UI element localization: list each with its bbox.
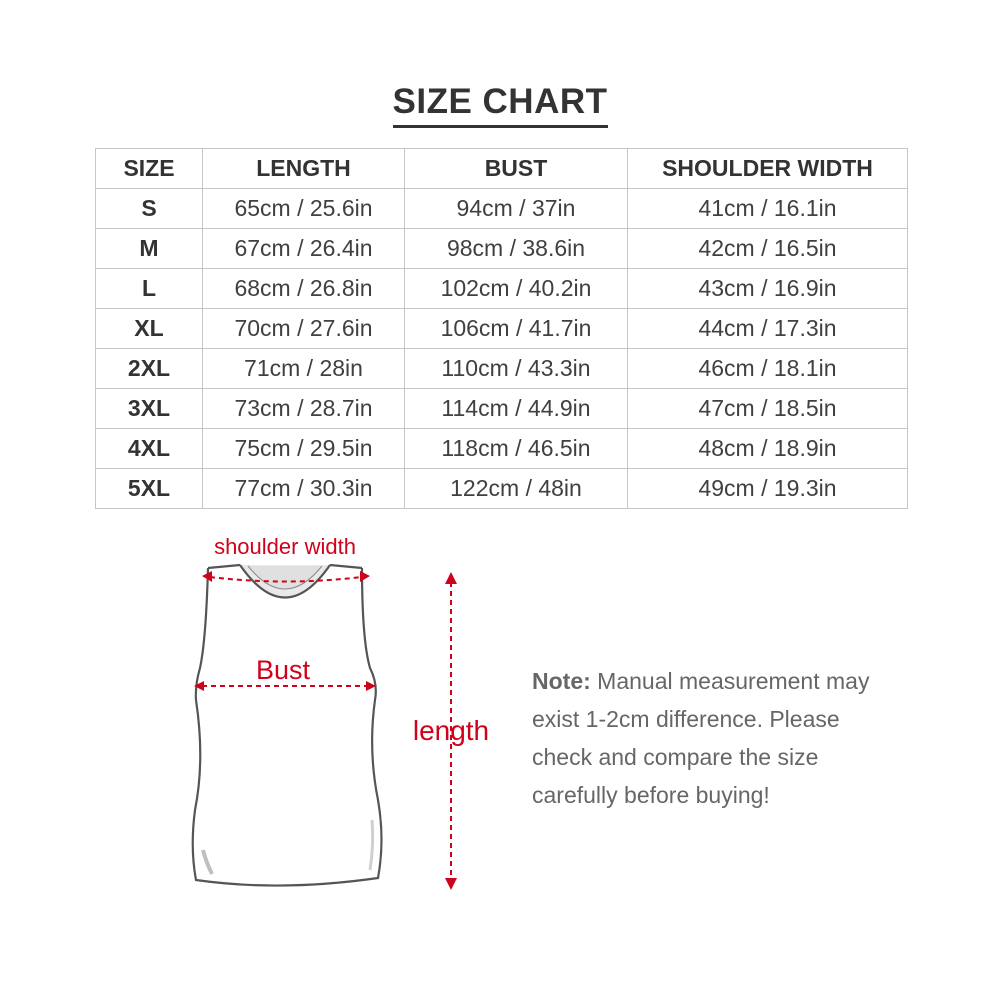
page-title-text: SIZE CHART bbox=[393, 80, 608, 128]
header-bust: BUST bbox=[405, 149, 628, 189]
cell-bust: 114cm / 44.9in bbox=[405, 389, 628, 429]
cell-size: 4XL bbox=[96, 429, 203, 469]
measurement-note bbox=[532, 662, 892, 814]
cell-shoulder-width: 43cm / 16.9in bbox=[628, 269, 908, 309]
cell-length: 67cm / 26.4in bbox=[203, 229, 405, 269]
cell-shoulder-width: 49cm / 19.3in bbox=[628, 469, 908, 509]
length-label: length bbox=[412, 715, 490, 746]
cell-size: 3XL bbox=[96, 389, 203, 429]
cell-size: 2XL bbox=[96, 349, 203, 389]
cell-bust: 102cm / 40.2in bbox=[405, 269, 628, 309]
cell-length: 65cm / 25.6in bbox=[203, 189, 405, 229]
cell-length: 71cm / 28in bbox=[203, 349, 405, 389]
cell-size: 5XL bbox=[96, 469, 203, 509]
cell-bust: 122cm / 48in bbox=[405, 469, 628, 509]
note-text: Manual measurement may exist 1-2cm difference. Please check and compare the size carefully before buying! bbox=[532, 668, 870, 808]
cell-bust: 118cm / 46.5in bbox=[405, 429, 628, 469]
cell-size: M bbox=[96, 229, 203, 269]
cell-length: 75cm / 29.5in bbox=[203, 429, 405, 469]
shoulder-width-label: shoulder width bbox=[214, 534, 356, 559]
cell-size: L bbox=[96, 269, 203, 309]
cell-bust: 98cm / 38.6in bbox=[405, 229, 628, 269]
cell-bust: 106cm / 41.7in bbox=[405, 309, 628, 349]
header-size: SIZE bbox=[96, 149, 203, 189]
bust-label: Bust bbox=[255, 655, 311, 685]
cell-shoulder-width: 48cm / 18.9in bbox=[628, 429, 908, 469]
cell-bust: 110cm / 43.3in bbox=[405, 349, 628, 389]
cell-length: 70cm / 27.6in bbox=[203, 309, 405, 349]
cell-length: 73cm / 28.7in bbox=[203, 389, 405, 429]
note-label: Note: bbox=[532, 668, 591, 694]
cell-shoulder-width: 42cm / 16.5in bbox=[628, 229, 908, 269]
cell-shoulder-width: 44cm / 17.3in bbox=[628, 309, 908, 349]
tank-top-illustration bbox=[193, 565, 382, 886]
cell-size: S bbox=[96, 189, 203, 229]
cell-shoulder-width: 41cm / 16.1in bbox=[628, 189, 908, 229]
cell-length: 68cm / 26.8in bbox=[203, 269, 405, 309]
cell-shoulder-width: 47cm / 18.5in bbox=[628, 389, 908, 429]
cell-length: 77cm / 30.3in bbox=[203, 469, 405, 509]
header-length: LENGTH bbox=[203, 149, 405, 189]
cell-bust: 94cm / 37in bbox=[405, 189, 628, 229]
header-shoulder-width: SHOULDER WIDTH bbox=[628, 149, 908, 189]
cell-size: XL bbox=[96, 309, 203, 349]
cell-shoulder-width: 46cm / 18.1in bbox=[628, 349, 908, 389]
